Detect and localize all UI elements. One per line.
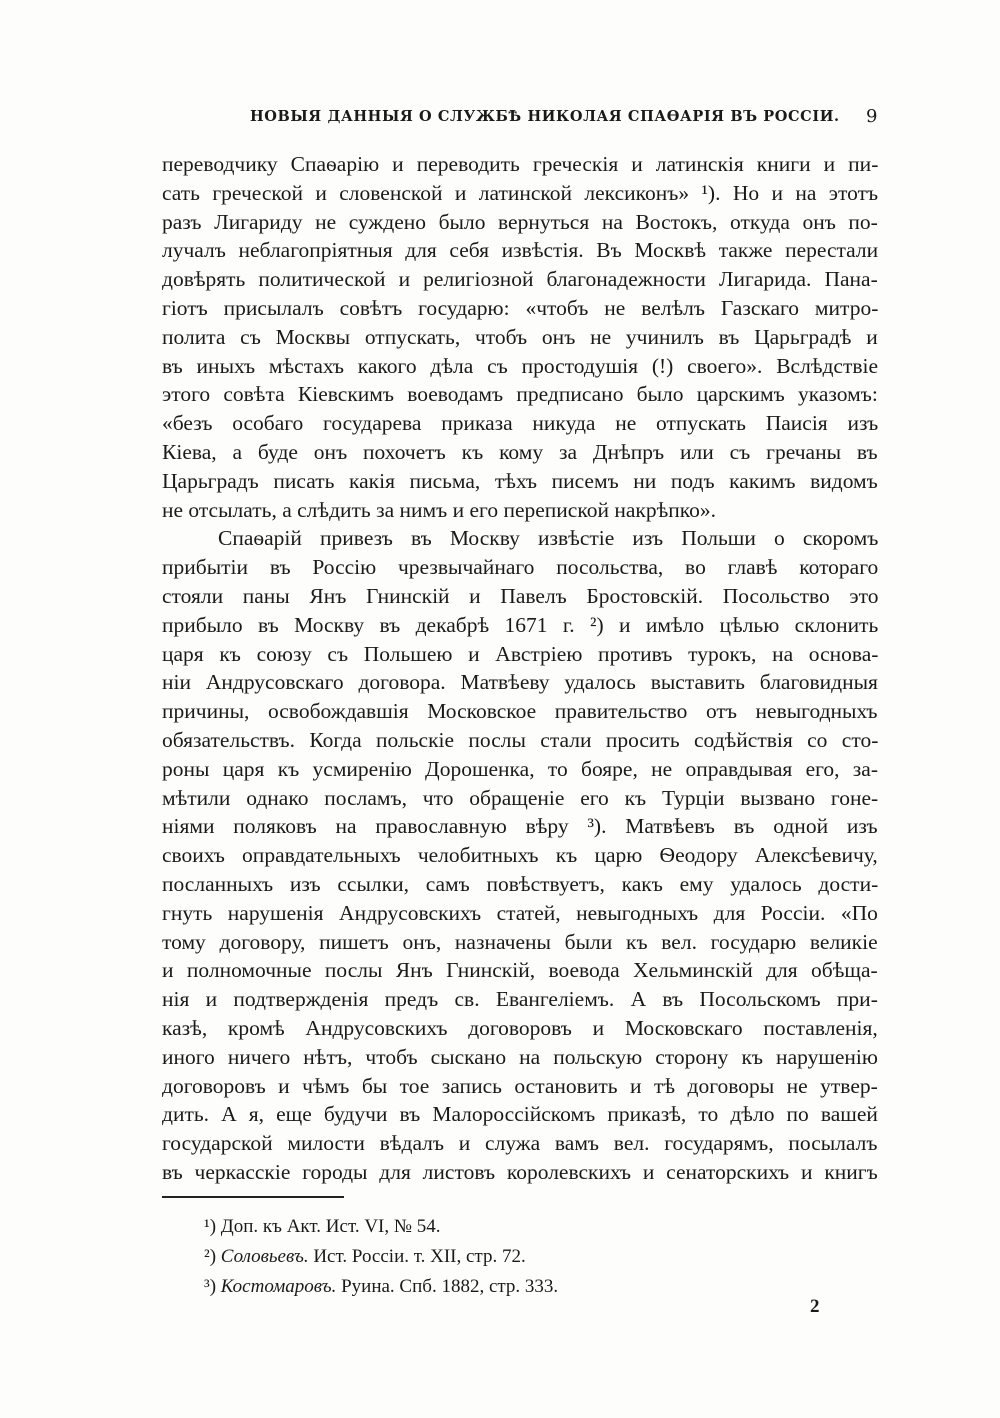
text-line: лучалъ неблагопріятныя для себя извѣстія. Въ Москвѣ также перестали: [162, 238, 879, 263]
text-line: ніями поляковъ на православную вѣру ³). Матвѣевъ въ одной изъ: [162, 814, 878, 839]
text-line: не отсылать, а слѣдить за нимъ и его перепиской накрѣпко».: [162, 497, 716, 522]
footnote-text: Ист. Россіи. т. XII, стр. 72.: [308, 1246, 526, 1267]
text-line: Кіева, а буде онъ похочетъ къ кому за Днѣпръ или съ гречаны въ: [162, 439, 878, 464]
text-line: въ черкасскіе городы для листовъ королевскихъ и сенаторскихъ и книгъ: [162, 1159, 878, 1184]
text-line: нія и подтвержденія предъ св. Евангеліемъ. А въ Посольскомъ при-: [162, 987, 878, 1012]
footnote-1: [204, 1212, 558, 1242]
text-line: гнуть нарушенія Андрусовскихъ статей, невыгодныхъ для Россіи. «По: [162, 900, 878, 925]
footnote-text: Руина. Спб. 1882, стр. 333.: [336, 1276, 559, 1297]
footnote-author: Соловьевъ.: [220, 1246, 309, 1267]
text-line: своихъ оправдательныхъ челобитныхъ къ царю Ѳеодору Алексѣевичу,: [162, 843, 878, 868]
text-line: посланныхъ изъ ссылки, самъ повѣствуетъ, какъ ему удалось дости-: [162, 871, 879, 896]
footnote-divider: [162, 1196, 344, 1198]
text-line: царя къ союзу съ Польшею и Австріею противъ турокъ, на основа-: [162, 641, 879, 666]
text-line: ніи Андрусовскаго договора. Матвѣеву удалось выставить благовидныя: [162, 670, 878, 695]
page-number: 9: [865, 106, 878, 127]
text-line: роны царя къ усмиренію Дорошенка, то бояре, не оправдывая его, за-: [162, 756, 878, 781]
text-line: прибытіи въ Россію чрезвычайнаго посольства, во главѣ котораго: [162, 555, 879, 580]
footnote-mark: ²): [204, 1246, 217, 1267]
text-line: полита съ Москвы отпускать, чтобъ онъ не учинилъ въ Царьградѣ и: [162, 324, 878, 349]
text-line: казѣ, кромѣ Андрусовскихъ договоровъ и Московскаго поставленія,: [162, 1015, 878, 1040]
text-line: Царьградъ писать какія письма, тѣхъ писемъ ни подъ какимъ видомъ: [162, 468, 878, 493]
footnote-mark: ¹): [204, 1216, 217, 1237]
text-line: гіотъ присылалъ совѣтъ государю: «чтобъ не велѣлъ Газскаго митро-: [162, 295, 879, 320]
text-line: разъ Лигариду не суждено было вернуться на Востокъ, откуда онъ по-: [162, 209, 878, 234]
text-line: сать греческой и словенской и латинской лексиконъ» ¹). Но и на этотъ: [162, 180, 879, 205]
footnote-2: [204, 1242, 558, 1272]
running-title: НОВЫЯ ДАННЫЯ О СЛУЖБѢ НИКОЛАЯ СПАѲАРІЯ ВЪ РОССІИ.: [250, 108, 840, 125]
text-line: довѣрять политической и религіозной благонадежности Лигарида. Пана-: [162, 267, 878, 292]
text-line: обязательствъ. Когда польскіе послы стали просить содѣйствія со сто-: [162, 727, 879, 752]
text-line: этого совѣта Кіевскимъ воеводамъ предписано было царскимъ указомъ:: [162, 382, 878, 407]
footnote-author: Костомаровъ.: [220, 1276, 337, 1297]
text-line: иного ничего нѣтъ, чтобъ сыскано на польскую сторону къ нарушенію: [162, 1044, 878, 1069]
body-text: [162, 150, 878, 1187]
text-line: и полномочные послы Янъ Гнинскій, воевода Хельминскій для обѣща-: [162, 958, 878, 983]
text-line: тому договору, пишетъ онъ, назначены были къ вел. государю великіе: [162, 929, 878, 954]
text-line: договоровъ и чѣмъ бы тое запись остановить и тѣ договоры не утвер-: [162, 1073, 878, 1098]
footnote-mark: ³): [204, 1276, 217, 1297]
text-line: «безъ особаго государева приказа никуда не отпускать Паисія изъ: [162, 411, 879, 436]
text-line: мѣтили однако посламъ, что обращеніе его къ Турціи вызвано гоне-: [162, 785, 879, 810]
text-line: прибыло въ Москву въ декабрѣ 1671 г. ²) и имѣло цѣлью склонить: [162, 612, 879, 637]
text-line: въ иныхъ мѣстахъ какого дѣла съ простодушія (!) своего». Вслѣдствіе: [162, 353, 879, 378]
signature-mark: 2: [810, 1296, 820, 1317]
text-line: переводчику Спаѳарію и переводить греческія и латинскія книги и пи-: [162, 152, 879, 176]
text-line: Спаѳарій привезъ въ Москву извѣстіе изъ Польши о скоромъ: [218, 526, 879, 551]
footnote-3: [204, 1272, 558, 1302]
text-line: государской милости вѣдалъ и служа вамъ вел. государямъ, посылалъ: [162, 1131, 878, 1156]
text-line: причины, освобождавшія Московское правительство отъ невыгодныхъ: [162, 699, 878, 724]
text-line: дить. А я, еще будучи въ Малороссійскомъ приказѣ, то дѣло по вашей: [162, 1102, 878, 1127]
text-line: стояли паны Янъ Гнинскій и Павелъ Бростовскій. Посольство это: [162, 583, 879, 608]
footnote-text: Доп. къ Акт. Ист. VI, № 54.: [220, 1216, 441, 1237]
footnotes: [204, 1212, 558, 1302]
